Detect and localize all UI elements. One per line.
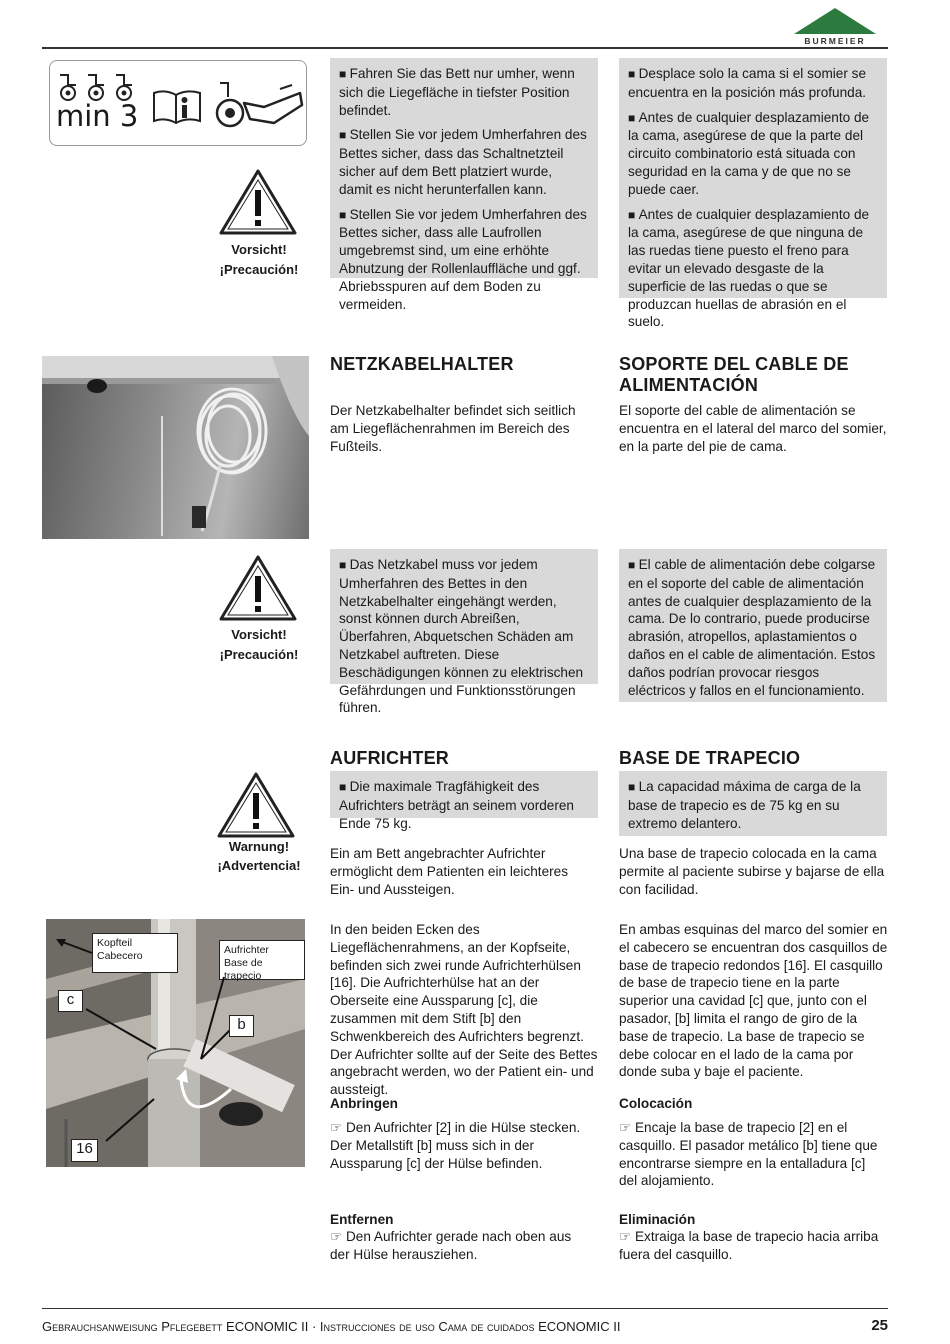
- precaucion-label: ¡Precaución!: [219, 647, 299, 662]
- cable-holder-photo: [42, 356, 309, 539]
- footer-text: Gebrauchsanweisung Pflegebett ECONOMIC II · Instrucciones de uso Cama de cuidados ECONOMIC II: [42, 1319, 621, 1334]
- pointing-hand-icon: ☞: [330, 1229, 346, 1244]
- trapeze-warning-de: [330, 771, 598, 831]
- cable-warning-de-text: ■ Das Netzkabel muss vor jedem Umherfahren des Bettes in den Netzkabelhalter eingehängt werden, sonst können durch Abreißen, Überfahren, Abquetschen Schäden am Netzkabel auftreten. Diese Beschädigungen können zu elektrischen Gefährdungen und Funktionsstörungen führen.: [339, 556, 589, 717]
- cabecero-label: Cabecero: [97, 950, 143, 962]
- kopfteil-label: Kopfteil: [97, 937, 133, 949]
- anbringen-text: [330, 1119, 595, 1172]
- soporte-cable-title: SOPORTE DEL CABLE DE ALIMENTACIÓN: [619, 354, 849, 395]
- eliminacion-text-body: Extraiga la base de trapecio hacia arriba fuera del casquillo.: [619, 1229, 879, 1262]
- precaucion-label: ¡Precaución!: [219, 262, 299, 277]
- min-caster-label: min 3: [56, 99, 139, 133]
- soporte-cable-text: El soporte del cable de alimentación se encuentra en el lateral del marco del somier, en la parte del pie de cama.: [619, 403, 887, 454]
- colocacion-text: [619, 1119, 884, 1190]
- cable-warning-es-text: ■ El cable de alimentación debe colgarse en el soporte del cable de alimentación antes de cualquier desplazamiento de la cama. De lo contrario, puede producirse abrasión, atropellos, aplastamientos o daños en el cable de alimentación. Estos daños podrían provocar riesgos eléctricos y fallos en el funcionamiento.: [628, 556, 878, 699]
- base-trapecio-body: En ambas esquinas del marco del somier en el cabecero se encuentran dos casquillos de base de trapecio redondos [16]. El casquillo de base de trapecio tiene en la parte superior una cavidad [c] que, junto con el pasador, [b] limita el rango de giro de la base de trapecio. La base de trapecio se debe colocar en el lado de la cama por donde suba y baje el paciente.: [619, 922, 888, 1080]
- eliminacion-title: Eliminación: [619, 1212, 696, 1227]
- icon-box: [49, 60, 307, 146]
- block1-de-item: ■ Stellen Sie vor jedem Umherfahren des Bettes sicher, dass das Schaltnetzteil sicher auf dem Bett platziert wurde, damit es nicht herunterfallen kann.: [339, 126, 589, 198]
- warning-triangle-icon: [218, 554, 298, 622]
- trapeze-socket-photo: [46, 919, 305, 1167]
- block1-de-item: ■ Stellen Sie vor jedem Umherfahren des Bettes sicher, dass alle Laufrollen umgebremst sind, um eine erhöhte Abnutzung der Rollenlauffläche und ggf. Abriebsspuren auf dem Boden zu vermeiden.: [339, 206, 589, 314]
- aufrichter-title: AUFRICHTER: [330, 748, 449, 768]
- block1-es-item: ■ Desplace solo la cama si el somier se encuentra en la posición más profunda.: [628, 65, 878, 102]
- tag-16: 16: [71, 1139, 98, 1162]
- warning-triangle-icon: [218, 168, 298, 236]
- roof-logo-icon: [794, 8, 876, 34]
- block1-es: [619, 58, 887, 330]
- tag-c: c: [58, 990, 83, 1012]
- colocacion-text-body: Encaje la base de trapecio [2] en el casquillo. El pasador metálico [b] tiene que encontrarse siempre en la entalladura [c] del alojamiento.: [619, 1120, 878, 1189]
- vorsicht-label: Vorsicht!: [231, 627, 287, 642]
- eliminacion-text: [619, 1228, 879, 1264]
- tag-b: b: [229, 1015, 254, 1037]
- brake-pedal-icon: [214, 79, 304, 131]
- callout-arrows: [46, 919, 305, 1167]
- aufrichter-body: In den beiden Ecken des Liegeflächenrahmens, an der Kopfseite, befinden sich zwei runde Aufrichterhülsen [16]. Die Aufrichterhülse hat an der Oberseite eine Aussparung [c], die zusammen mit dem Stift [b] den Schwenkbereich des Aufrichters begrenzt. Der Aufrichter sollte auf der Seite des Bettes angebracht werden, wo der Patient ein- und aussteigt.: [330, 922, 598, 1098]
- cable-warning-es: [619, 549, 887, 702]
- base-trapecio-title: BASE DE TRAPECIO: [619, 748, 801, 768]
- advertencia-label: ¡Advertencia!: [217, 858, 301, 873]
- colocacion-title: Colocación: [619, 1096, 693, 1111]
- warnung-label: Warnung!: [228, 839, 290, 854]
- brand-name: BURMEIER: [804, 36, 866, 46]
- block1-es-item: ■ Antes de cualquier desplazamiento de la cama, asegúrese de que ninguna de las ruedas tiene puesto el freno para evitar un elevado desgaste de la superficie de las ruedas o que se produzcan huellas de abrasión en el suelo.: [628, 206, 878, 332]
- warning-triangle-icon: [216, 771, 296, 839]
- anbringen-title: Anbringen: [330, 1096, 398, 1111]
- trapeze-warning-es-text: ■ La capacidad máxima de carga de la base de trapecio es de 75 kg en su extremo delantero.: [628, 778, 878, 832]
- block1-de: [330, 58, 598, 312]
- vorsicht-label: Vorsicht!: [231, 242, 287, 257]
- cable-warning-de: [330, 549, 598, 716]
- trapeze-warning-es: [619, 771, 887, 836]
- base-trapecio-intro: Una base de trapecio colocada en la cama permite al paciente subirse y bajarse de ella con facilidad.: [619, 846, 885, 897]
- brand-logo: [794, 8, 876, 46]
- aufrichter-label: Aufrichter: [224, 944, 269, 956]
- aufrichter-intro: Ein am Bett angebrachter Aufrichter ermöglicht dem Patienten ein leichteres Ein- und Aussteigen.: [330, 846, 569, 897]
- page-number: 25: [871, 1317, 888, 1334]
- trapeze-warning-de-text: ■ Die maximale Tragfähigkeit des Aufrichters beträgt an seinem vorderen Ende 75 kg.: [339, 778, 589, 832]
- manual-info-icon: [152, 89, 202, 125]
- block1-de-item: ■ Fahren Sie das Bett nur umher, wenn sich die Liegefläche in tiefster Position befindet.: [339, 65, 589, 119]
- base-trapecio-label: Base de trapecio: [224, 957, 263, 982]
- netzkabelhalter-title: NETZKABELHALTER: [330, 354, 514, 374]
- pointing-hand-icon: ☞: [619, 1229, 635, 1244]
- header-rule: [42, 47, 888, 49]
- netzkabelhalter-text: Der Netzkabelhalter befindet sich seitlich am Liegeflächenrahmen im Bereich des Fußteils.: [330, 403, 576, 454]
- pointing-hand-icon: ☞: [619, 1120, 635, 1135]
- pointing-hand-icon: ☞: [330, 1120, 346, 1135]
- block1-es-item: ■ Antes de cualquier desplazamiento de la cama, asegúrese de que la parte del circuito combinatorio está situada con seguridad en la cama y de que no se puede caer.: [628, 109, 878, 199]
- entfernen-title: Entfernen: [330, 1212, 394, 1227]
- footer-rule: [42, 1308, 888, 1309]
- entfernen-text: [330, 1228, 590, 1264]
- anbringen-text-body: Den Aufrichter [2] in die Hülse stecken. Der Metallstift [b] muss sich in der Aussparung [c] der Hülse befinden.: [330, 1120, 581, 1171]
- entfernen-text-body: Den Aufrichter gerade nach oben aus der Hülse herausziehen.: [330, 1229, 572, 1262]
